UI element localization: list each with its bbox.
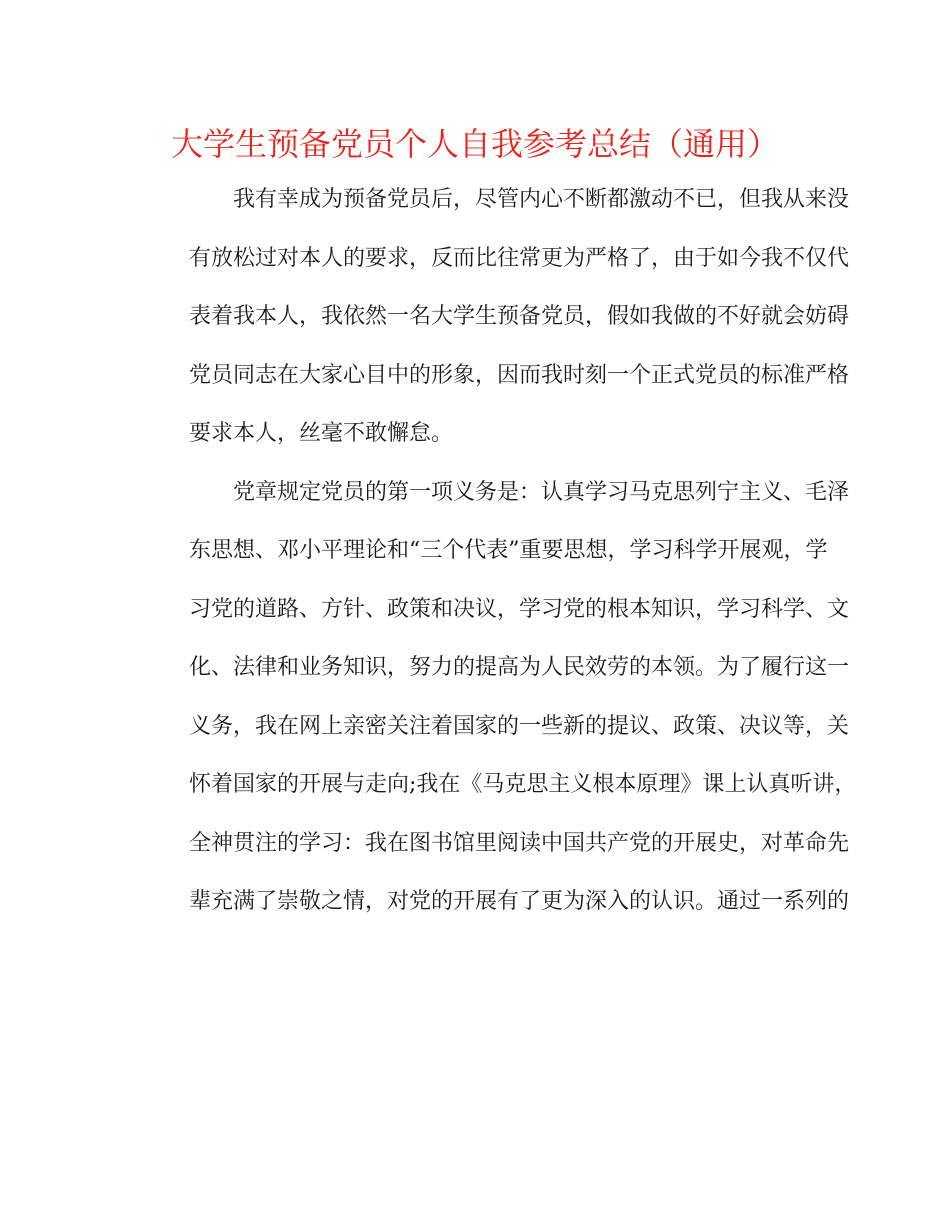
document-body xyxy=(145,171,857,932)
text-line: 东思想、邓小平理论和“三个代表”重要思想，学习科学开展观，学 xyxy=(189,538,828,563)
text-line: 怀着国家的开展与走向;我在《马克思主义根本原理》课上认真听讲， xyxy=(189,772,857,797)
text-line: 全神贯注的学习：我在图书馆里阅读中国共产党的开展史，对革命先 xyxy=(189,830,850,856)
text-line: 辈充满了崇敬之情，对党的开展有了更为深入的认识。通过一系列的 xyxy=(189,889,850,914)
text-line: 有放松过对本人的要求，反而比往常更为严格了，由于如今我不仅代 xyxy=(189,245,850,271)
text-line: 党章规定党员的第一项义务是：认真学习马克思列宁主义、毛泽 xyxy=(233,479,850,505)
text-line: 义务，我在网上亲密关注着国家的一些新的提议、政策、决议等，关 xyxy=(189,713,850,739)
text-line: 我有幸成为预备党员后，尽管内心不断都激动不已，但我从来没 xyxy=(233,187,850,212)
paragraph-2 xyxy=(145,464,857,932)
text-line: 化、法律和业务知识，努力的提高为人民效劳的本领。为了履行这一 xyxy=(189,655,850,680)
text-line: 党员同志在大家心目中的形象，因而我时刻一个正式党员的标准严格 xyxy=(189,362,850,388)
text-line: 要求本人，丝毫不敢懈怠。 xyxy=(189,421,454,446)
paragraph-1 xyxy=(145,171,850,464)
page-title: 大学生预备党员个人自我参考总结（通用） xyxy=(170,125,779,163)
text-line: 表着我本人，我依然一名大学生预备党员，假如我做的不好就会妨碍 xyxy=(189,304,850,329)
text-line: 习党的道路、方针、政策和决议，学习党的根本知识，学习科学、文 xyxy=(189,596,850,622)
